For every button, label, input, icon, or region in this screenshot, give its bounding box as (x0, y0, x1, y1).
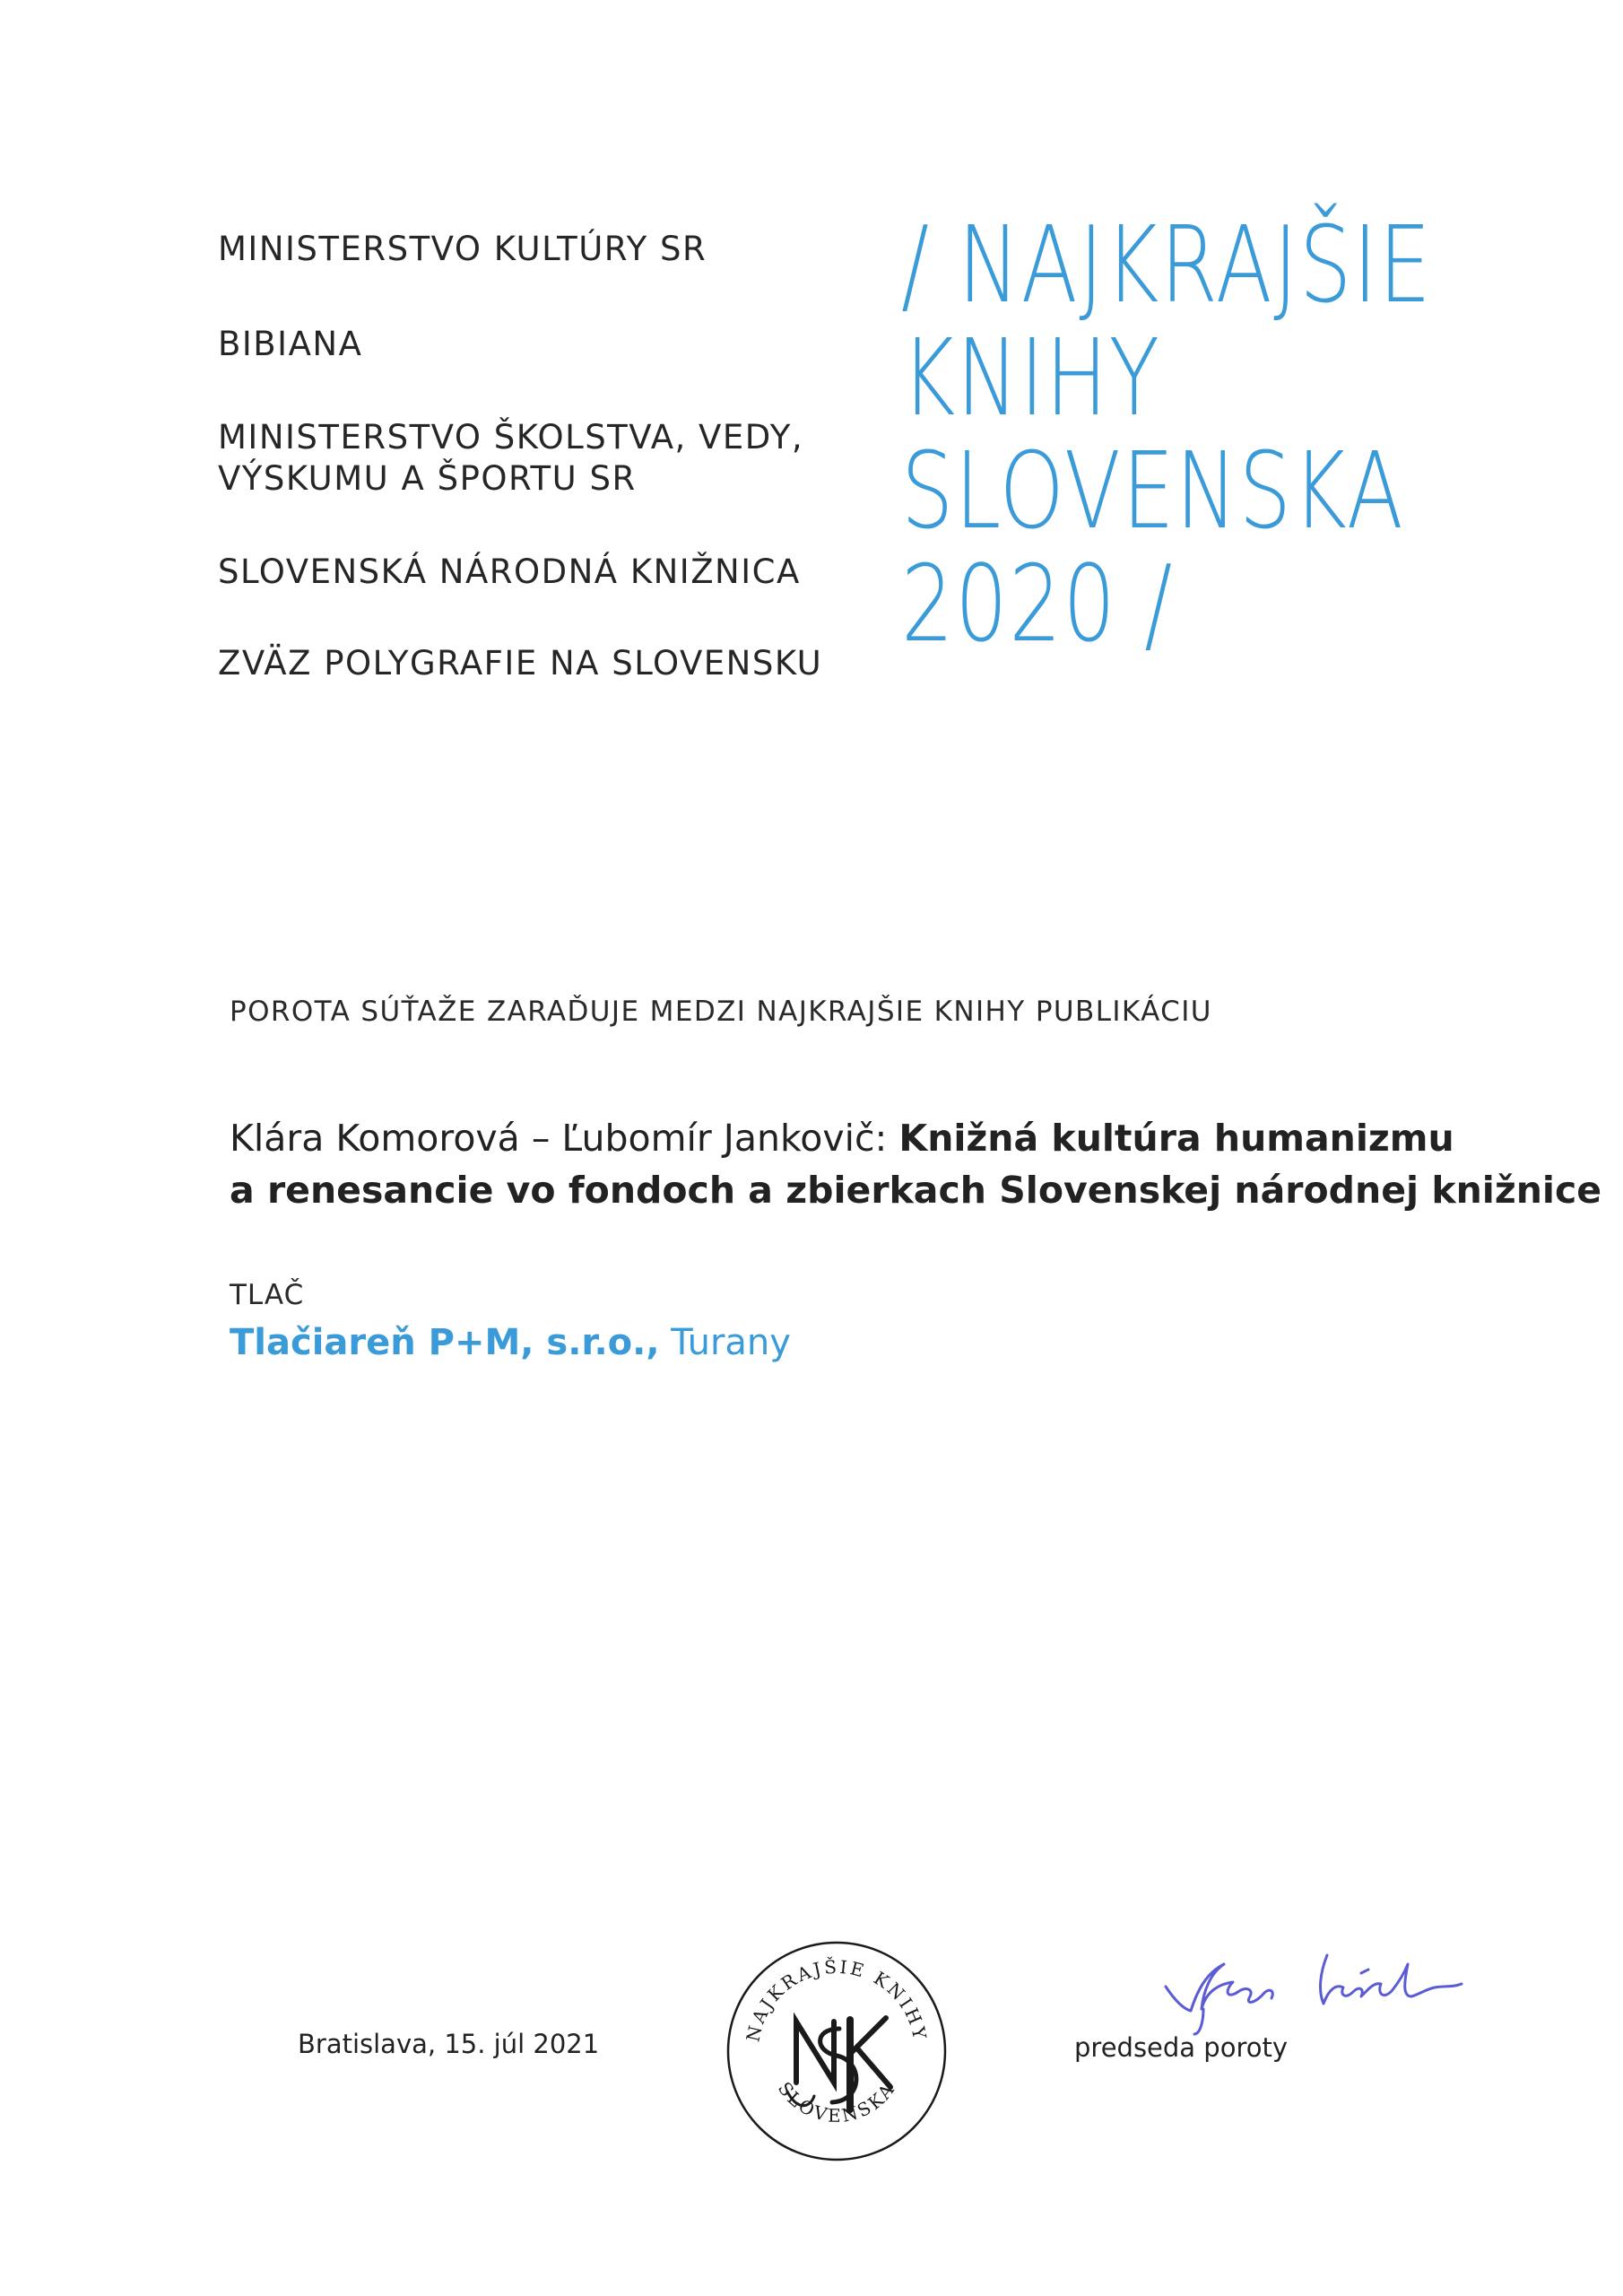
book-title-line-2: a renesancie vo fondoch a zbierkach Slovenskej národnej knižnice (230, 1169, 1602, 1212)
printer (230, 1322, 791, 1363)
seal-top-text: NAJKRAJŠIE KNIHY (742, 1955, 932, 2044)
organizer-ministry-education-line2: VÝSKUMU A ŠPORTU SR (218, 459, 637, 498)
signature-role: predseda poroty (1074, 2032, 1289, 2063)
printer-name: Tlačiareň P+M, s.r.o., (230, 1322, 660, 1363)
printer-city: Turany (659, 1322, 791, 1363)
award-title (901, 203, 1582, 665)
organizer-bibiana: BIBIANA (218, 325, 363, 363)
signature (1157, 1937, 1515, 2036)
print-label: TLAČ (230, 1279, 305, 1311)
book-line-2 (230, 1164, 1601, 1216)
award-title-line-4: 2020 / (901, 542, 1174, 665)
seal-icon (725, 1939, 949, 2163)
book-authors: Klára Komorová – Ľubomír Jankovič: (230, 1117, 899, 1160)
organizer-ministry-education-line1: MINISTERSTVO ŠKOLSTVA, VEDY, (218, 418, 804, 457)
award-title-line-2: KNIHY (901, 316, 1161, 439)
signature-icon (1157, 1937, 1515, 2036)
seal-bottom-text: SLOVENSKA (773, 2077, 900, 2126)
seal-stamp (725, 1939, 949, 2163)
book-line-1 (230, 1112, 1454, 1164)
award-title-line-3: SLOVENSKA (901, 429, 1405, 552)
place-date: Bratislava, 15. júl 2021 (298, 2029, 600, 2059)
award-title-line-1: / NAJKRAJŠIE (901, 203, 1433, 326)
organizer-polygraphy-union: ZVÄZ POLYGRAFIE NA SLOVENSKU (218, 644, 823, 683)
jury-statement: POROTA SÚŤAŽE ZARAĎUJE MEDZI NAJKRAJŠIE KNIHY PUBLIKÁCIU (230, 996, 1212, 1028)
organizer-ministry-culture: MINISTERSTVO KULTÚRY SR (218, 230, 707, 268)
book-title-line-1: Knižná kultúra humanizmu (898, 1117, 1454, 1160)
organizer-national-library: SLOVENSKÁ NÁRODNÁ KNIŽNICA (218, 552, 801, 591)
